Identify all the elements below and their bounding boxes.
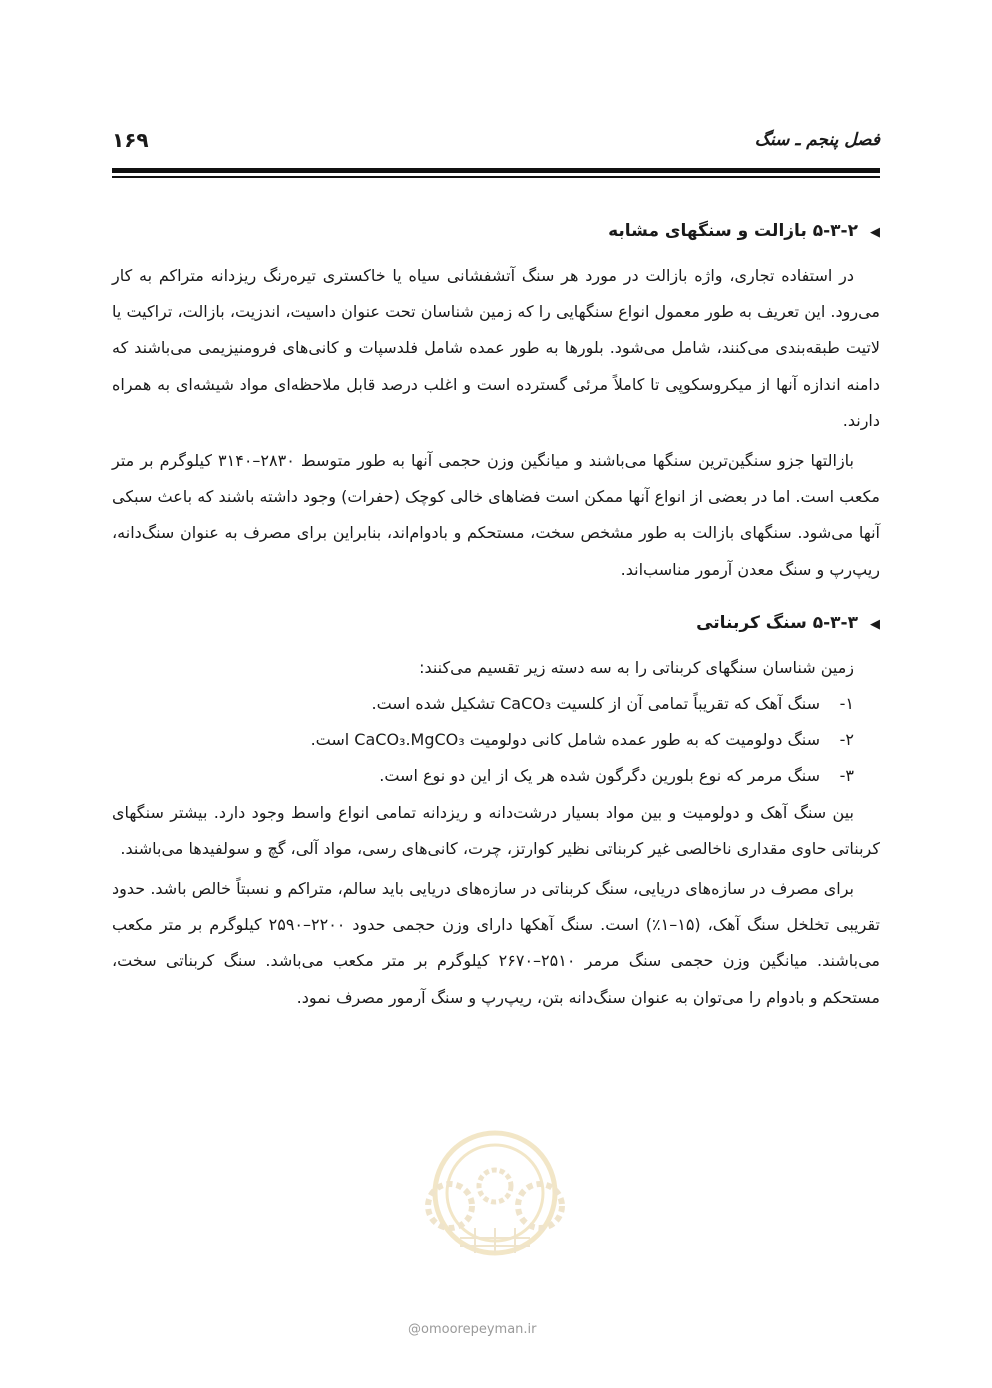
watermark-text: @omoorepeyman.ir [408,1322,537,1337]
list-number: ۳- [839,766,854,786]
section-heading-basalt [112,214,880,248]
page-header [112,126,880,156]
list-item-text: سنگ مرمر که نوع بلورین دگرگون شده هر یک از این دو نوع است. [379,766,820,786]
list-item [112,758,880,794]
list-number: ۲- [839,730,854,750]
list-item [112,686,880,722]
section-title: ۵-۳-۳ سنگ کربناتی [696,612,858,633]
paragraph: در استفاده تجاری، واژه بازالت در مورد هر سنگ آتشفشانی سیاه یا خاکستری تیره‌رنگ ریزدانه متراکم به کار می‌رود. این تعریف به طور معمول انواع سنگهایی را که زمین شناسان تحت عنوان داسیت، اندزیت، بازالت، تراکیت یا لاتیت طبقه‌بندی می‌کنند، شامل می‌شود. بلورها به طور عمده شامل فلدسپات و کانی‌های فرومنیزیمی می‌باشند که دامنه اندازه آنها از میکروسکوپی تا کاملاً مرئی گسترده است و اغلب درصد قابل ملاحظه‌ای مواد شیشه‌ای به همراه دارند. [112,266,880,430]
heading-marker-icon: ◀ [870,616,880,632]
paragraph: زمین شناسان سنگهای کربناتی را به سه دسته زیر تقسیم می‌کنند: [419,657,854,677]
list-item-text: سنگ آهک که تقریباً تمامی آن از کلسیت CaCO₃ تشکیل شده است. [371,694,820,714]
list-item-text: سنگ دولومیت که به طور عمده شامل کانی دولومیت CaCO₃.MgCO₃ است. [310,730,820,750]
page-content [112,214,880,1016]
chapter-title: فصل پنجم ـ سنگ [754,130,880,150]
list-number: ۱- [839,694,854,714]
watermark-logo-icon [390,1128,600,1258]
page-number: ۱۶۹ [112,128,149,152]
numbered-list [112,686,880,795]
header-rule-thin [112,176,880,178]
section-title: ۵-۳-۲ بازالت و سنگهای مشابه [608,221,858,241]
paragraph: بین سنگ آهک و دولومیت و بین مواد بسیار درشت‌دانه و ریزدانه تمامی انواع واسط وجود دارد. بیشتر سنگهای کربناتی حاوی مقداری ناخالصی غیر کربناتی نظیر کوارتز، چرت، کانی‌های رسی، مواد آلی، گچ و سولفیدها می‌باشند. [112,802,880,858]
paragraph: بازالتها جزو سنگین‌ترین سنگها می‌باشند و میانگین وزن حجمی آنها به طور متوسط ۲۸۳۰–۳۱۴۰ کیلوگرم بر متر مکعب است. اما در بعضی از انواع آنها ممکن است فضاهای خالی کوچک (حفرات) وجود داشته باشند که باعث سبکی آنها می‌شود. سنگهای بازالت به طور مشخص سخت، مستحکم و بادوام‌اند، بنابراین برای مصرف به عنوان سنگ‌دانه، ریپ‌رپ و سنگ معدن آرمور مناسب‌اند. [112,451,880,579]
list-item [112,722,880,758]
section-heading-carbonate [112,606,880,640]
heading-marker-icon: ◀ [870,225,880,240]
header-rule-thick [112,168,880,173]
paragraph: برای مصرف در سازه‌های دریایی، سنگ کربناتی در سازه‌های دریایی باید سالم، متراکم و نسبتاً خالص باشد. حدود تقریبی تخلخل سنگ آهک، (۱۵–۱٪) است. سنگ آهکها دارای وزن حجمی حدود ۲۲۰۰–۲۵۹۰ کیلوگرم بر متر مکعب می‌باشند. میانگین وزن حجمی سنگ مرمر ۲۵۱۰–۲۶۷۰ کیلوگرم بر متر مکعب می‌باشد. سنگ کربناتی سخت، مستحکم و بادوام را می‌توان به عنوان سنگ‌دانه بتن، ریپ‌رپ و سنگ آرمور مصرف نمود. [112,879,880,1007]
